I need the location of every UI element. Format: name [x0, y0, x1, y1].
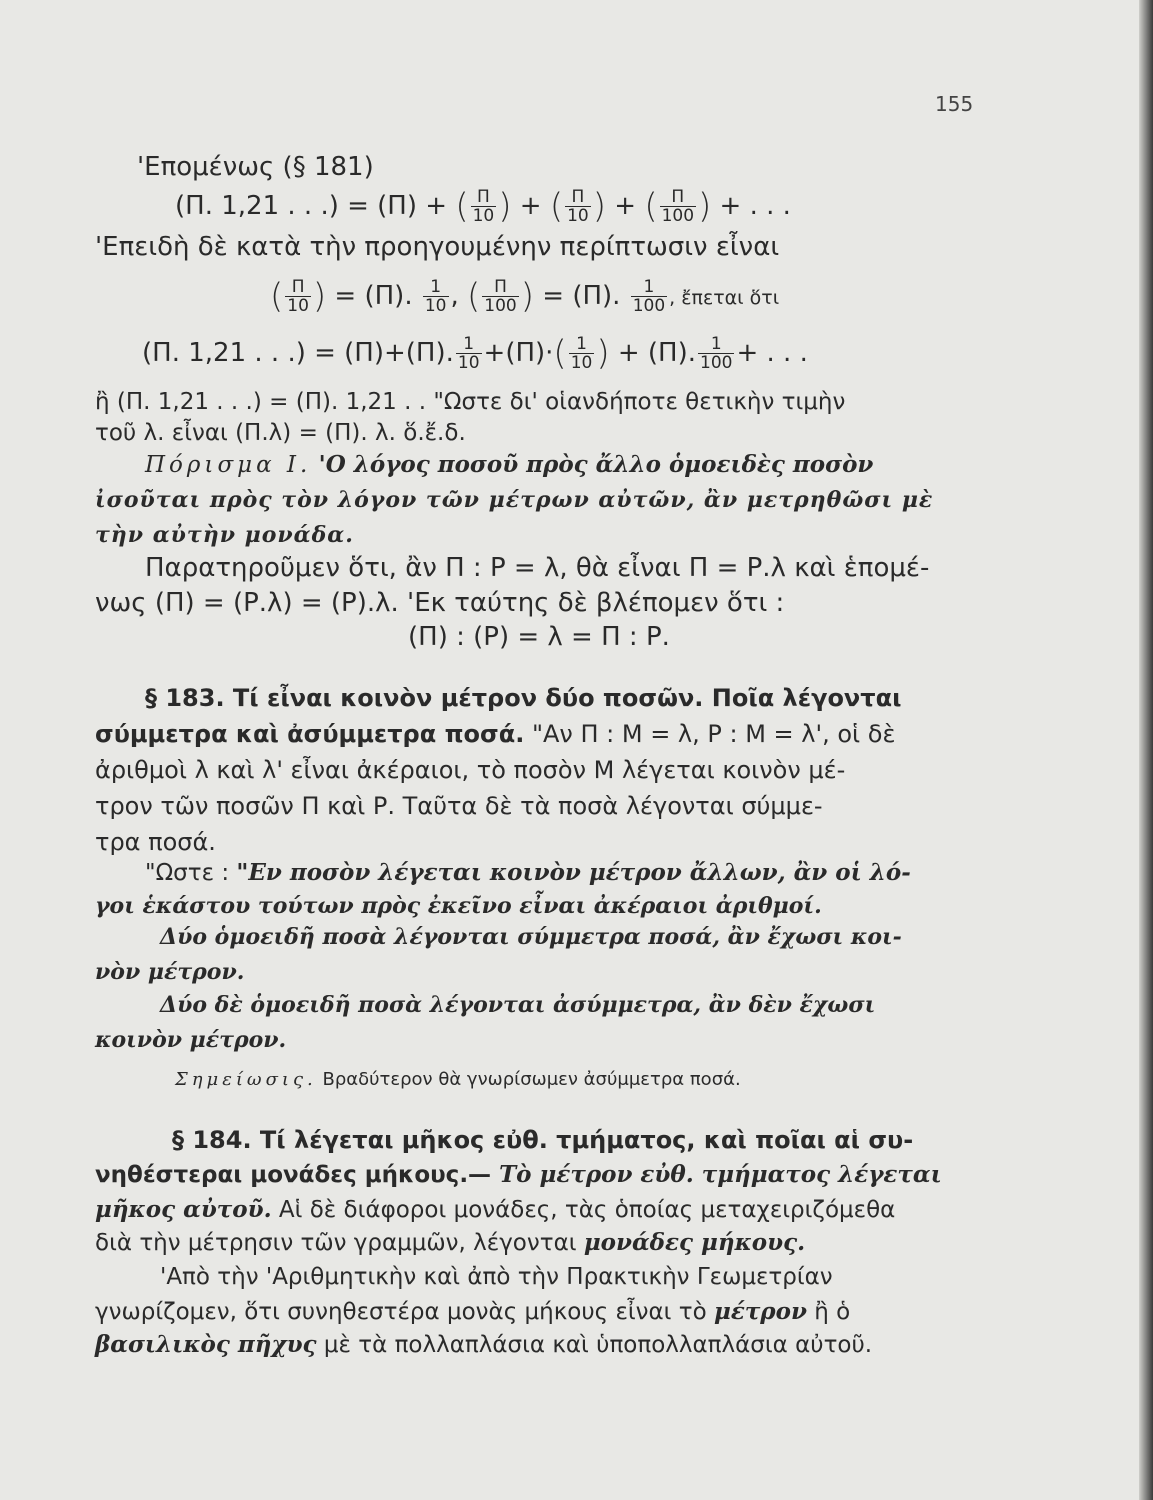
formula-line: ( $\frac{\Pi}{10}$ ) = (Π). $\frac{1}{10}$ , ( $\frac{\Pi}{100}$ ) = (Π). $\frac{1}{100}$ , ἔπεται ὅτι — [270, 276, 780, 317]
fraction: $\frac{1}{10}$ — [424, 277, 447, 316]
section-heading-cont: σύμμετρα καὶ ἀσύμμετρα ποσά. — [95, 720, 525, 748]
formula-text: , ἔπεται ὅτι — [669, 287, 780, 309]
text-line: τοῦ λ. εἶναι (Π.λ) = (Π). λ. ὅ.ἔ.δ. — [95, 420, 466, 446]
fraction: $\frac{\Pi}{10}$ — [472, 187, 495, 226]
definition-line: Δύο ὁμοειδῆ ποσὰ λέγονται σύμμετρα ποσά, ἂν ἔχωσι κοι- — [160, 924, 902, 950]
note-text: Βραδύτερον θὰ γνωρίσωμεν ἀσύμμετρα ποσά. — [316, 1069, 741, 1090]
text-line: 'Απὸ τὴν 'Αριθμητικὴν καὶ ἀπὸ τὴν Πρακτικὴν Γεωμετρίαν — [160, 1264, 833, 1290]
page-number: 155 — [935, 92, 974, 116]
fraction: $\frac{\Pi}{10}$ — [287, 277, 309, 316]
fraction: $\frac{\Pi}{10}$ — [567, 187, 589, 226]
note-heading: Σημείωσις. — [175, 1069, 317, 1090]
section-heading: § 184. Τί λέγεται μῆκος εὐθ. τμήματος, καὶ ποῖαι αἱ συ- — [172, 1126, 914, 1154]
definition-line: Δύο δὲ ὁμοειδῆ ποσὰ λέγονται ἀσύμμετρα, ἂν δὲν ἔχωσι — [160, 992, 876, 1018]
text-line: 'Επειδὴ δὲ κατὰ τὴν προηγουμένην περίπτωσιν εἶναι — [95, 232, 780, 262]
text-line: ἢ (Π. 1,21 . . .) = (Π). 1,21 . . "Ωστε δι' οἱανδήποτε θετικὴν τιμὴν — [95, 389, 846, 415]
corollary-line — [145, 450, 873, 480]
formula-text: + (Π). — [609, 338, 697, 368]
formula-text: + . . . — [711, 191, 791, 221]
fraction: $\frac{1}{100}$ — [632, 277, 666, 316]
formula-line: (Π. 1,21 . . .) = (Π) + ( $\frac{\Pi}{10}$ ) + ( $\frac{\Pi}{10}$ ) + ( $\frac{\Pi}{100}$ ) + . . . — [175, 186, 791, 227]
definition-text: "Εν ποσὸν λέγεται κοινὸν μέτρον ἄλλων, ἂν οἱ λό- — [236, 859, 911, 886]
formula-text: + . . . — [736, 338, 808, 368]
fraction: $\frac{\Pi}{100}$ — [661, 187, 695, 226]
text-line: ἀριθμοὶ λ καὶ λ' εἶναι ἀκέραιοι, τὸ ποσὸν Μ λέγεται κοινὸν μέ- — [95, 756, 846, 784]
text-line — [95, 1330, 872, 1360]
text-line — [95, 1297, 850, 1327]
formula-text: + — [605, 191, 645, 221]
section-heading: § 183. Τί εἶναι κοινὸν μέτρον δύο ποσῶν. Ποῖα λέγονται — [145, 684, 902, 712]
corollary-text: 'Ο λόγος ποσοῦ πρὸς ἄλλο ὁμοειδὲς ποσὸν — [318, 451, 874, 478]
text: γνωρίζομεν, ὅτι συνηθεστέρα μονὰς μήκους εἶναι τὸ — [95, 1299, 715, 1325]
corollary-line: ἰσοῦται πρὸς τὸν λόγον τῶν μέτρων αὐτῶν, ἂν μετρηθῶσι μὲ — [95, 487, 934, 513]
formula-text: = (Π). — [326, 281, 421, 311]
fraction: $\frac{1}{100}$ — [700, 334, 733, 373]
definition-line: κοινὸν μέτρον. — [95, 1027, 287, 1053]
formula-text: , — [450, 281, 468, 311]
text-line: τρα ποσά. — [95, 828, 216, 856]
text: ἢ ὁ — [806, 1299, 851, 1325]
text: "Αν Π : Μ = λ, Ρ : Μ = λ', οἱ δὲ — [524, 720, 896, 748]
section-heading-cont: νηθέστεραι μονάδες μήκους.— — [95, 1162, 492, 1188]
corollary-line: τὴν αὐτὴν μονάδα. — [95, 522, 354, 548]
formula-text: +(Π)· — [483, 338, 554, 368]
text: "Ωστε : — [145, 860, 230, 886]
formula-line: (Π) : (Ρ) = λ = Π : Ρ. — [408, 622, 670, 652]
formula-text: = (Π). — [534, 281, 629, 311]
formula-line: (Π. 1,21 . . .) = (Π)+(Π). $\frac{1}{10}$ +(Π)·( $\frac{1}{10}$ ) + (Π). $\frac{1}{100}$ + . . . — [142, 333, 808, 374]
text-line — [95, 1160, 942, 1190]
definition-line: γοι ἑκάστου τούτων πρὸς ἐκεῖνο εἶναι ἀκέραιοι ἀριθμοί. — [95, 893, 822, 919]
text-line — [95, 719, 895, 749]
fraction: $\frac{\Pi}{100}$ — [484, 277, 517, 316]
fraction: $\frac{1}{10}$ — [570, 334, 593, 373]
text-line: 'Επομένως (§ 181) — [137, 152, 374, 182]
emphasis: μονάδες μήκους. — [583, 1229, 806, 1256]
emphasis: μέτρον — [714, 1298, 807, 1325]
formula-text: + — [511, 191, 550, 221]
definition-text: Τὸ μέτρον εὐθ. τμήματος λέγεται — [491, 1161, 942, 1188]
definition-line — [145, 858, 911, 888]
text-line: τρον τῶν ποσῶν Π καὶ Ρ. Ταῦτα δὲ τὰ ποσὰ λέγονται σύμμε- — [95, 792, 823, 820]
emphasis: βασιλικὸς πῆχυς — [95, 1331, 317, 1358]
text: διὰ τὴν μέτρησιν τῶν γραμμῶν, λέγονται — [95, 1230, 584, 1256]
corollary-heading: Πόρισμα Ι. — [145, 452, 312, 478]
text-line — [95, 1195, 895, 1225]
formula-text: (Π. 1,21 . . .) = (Π) + — [175, 191, 456, 221]
note-line — [175, 1065, 741, 1095]
definition-line: νὸν μέτρον. — [95, 959, 245, 985]
text: μὲ τὰ πολλαπλάσια καὶ ὑποπολλαπλάσια αὐτοῦ. — [316, 1332, 873, 1358]
definition-text: μῆκος αὐτοῦ. — [95, 1196, 272, 1223]
formula-text: (Π. 1,21 . . .) = (Π)+(Π). — [142, 338, 454, 368]
fraction: $\frac{1}{10}$ — [457, 334, 480, 373]
text-line — [95, 1228, 805, 1258]
text-line: νως (Π) = (Ρ.λ) = (Ρ).λ. 'Εκ ταύτης δὲ βλέπομεν ὅτι : — [95, 588, 785, 618]
text-line: Παρατηροῦμεν ὅτι, ἂν Π : Ρ = λ, θὰ εἶναι Π = Ρ.λ καὶ ἑπομέ- — [145, 553, 930, 583]
page-edge-shadow — [1139, 0, 1153, 1500]
text: Αἱ δὲ διάφοροι μονάδες, τὰς ὁποίας μεταχειριζόμεθα — [271, 1197, 896, 1223]
